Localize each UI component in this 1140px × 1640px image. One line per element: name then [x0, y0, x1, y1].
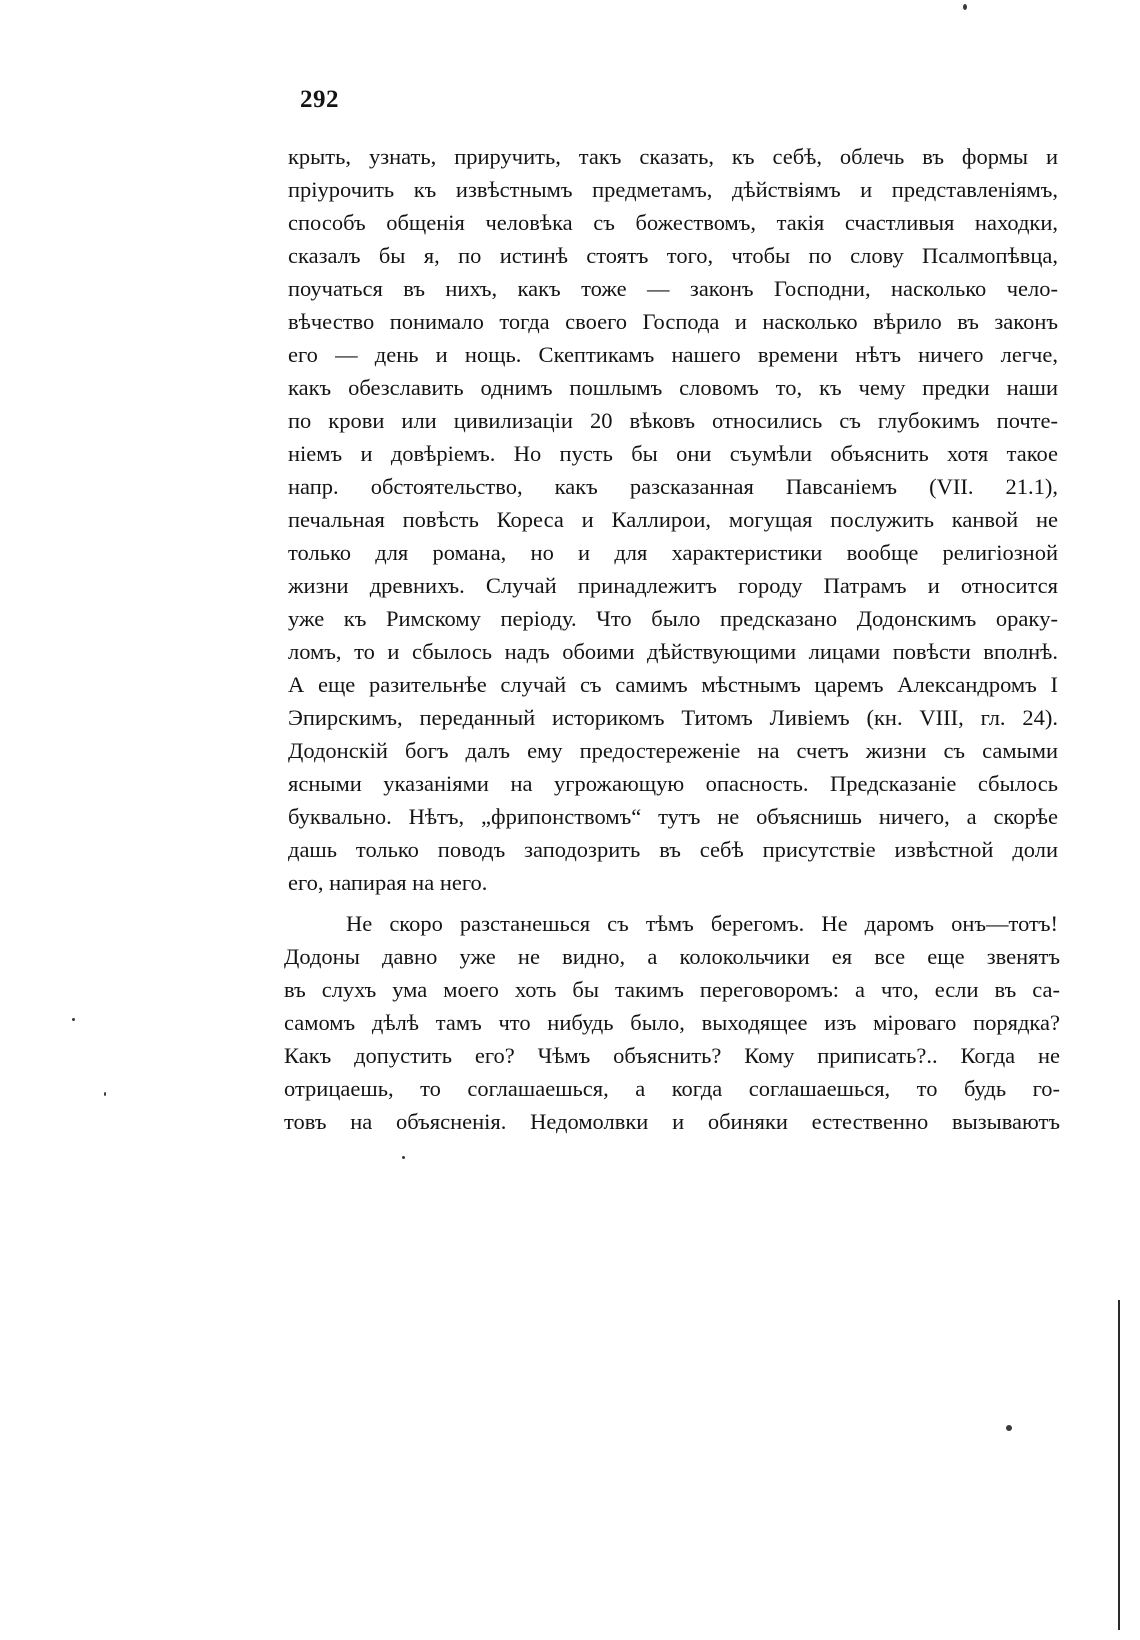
- scan-speck: [1006, 1425, 1012, 1431]
- text-line: его — день и нощь. Скептикамъ нашего времени нѣтъ ничего легче,: [288, 342, 1058, 367]
- text-line: пріурочить къ извѣстнымъ предметамъ, дѣйствіямъ и представленіямъ,: [288, 177, 1058, 202]
- scan-edge-line: [1118, 1300, 1120, 1630]
- text-line: дашь только поводъ заподозрить въ себѣ присутствіе извѣстной доли: [288, 837, 1058, 862]
- scan-speck: [963, 4, 967, 10]
- text-line: А еще разительнѣе случай съ самимъ мѣстнымъ царемъ Александромъ I: [288, 672, 1058, 697]
- text-line: Додоны давно уже не видно, а колокольчики ея все еще звенятъ: [284, 944, 1060, 969]
- text-line: Какъ допустить его? Чѣмъ объяснить? Кому приписать?.. Когда не: [284, 1043, 1060, 1068]
- text-line: какъ обезславить однимъ пошлымъ словомъ то, къ чему предки наши: [288, 375, 1058, 400]
- text-line: способъ общенія человѣка съ божествомъ, такія счастливыя находки,: [288, 210, 1058, 235]
- text-line: крыть, узнать, приручить, такъ сказать, къ себѣ, облечь въ формы и: [288, 144, 1058, 169]
- text-line: по крови или цивилизаціи 20 вѣковъ относились съ глубокимъ почте-: [288, 408, 1058, 433]
- text-line: Додонскій богъ далъ ему предостереженіе на счетъ жизни съ самыми: [288, 738, 1058, 763]
- text-line: печальная повѣсть Кореса и Каллирои, могущая послужить канвой не: [288, 507, 1058, 532]
- scan-speck: [402, 1156, 405, 1159]
- text-line: товъ на объясненія. Недомолвки и обиняки естественно вызываютъ: [284, 1109, 1060, 1134]
- text-line: только для романа, но и для характеристики вообще религіозной: [288, 540, 1058, 565]
- text-line: вѣчество понимало тогда своего Господа и насколько вѣрило въ законъ: [288, 309, 1058, 334]
- text-line: поучаться въ нихъ, какъ тоже — законъ Господни, насколько чело-: [288, 276, 1058, 301]
- text-line: напр. обстоятельство, какъ разсказанная Павсаніемъ (VII. 21.1),: [288, 474, 1058, 499]
- text-line: ясными указаніями на угрожающую опасность. Предсказаніе сбылось: [288, 771, 1058, 796]
- text-line: его, напирая на него.: [288, 870, 488, 895]
- text-line: уже къ Римскому періоду. Что было предсказано Додонскимъ оракy-: [288, 606, 1058, 631]
- body-text: [284, 140, 1060, 1138]
- text-line: жизни древнихъ. Случай принадлежитъ городу Патрамъ и относится: [288, 573, 1058, 598]
- text-line: въ слухъ ума моего хоть бы такимъ переговоромъ: а что, если въ са-: [284, 977, 1060, 1002]
- text-line: буквально. Нѣтъ, „фрипонствомъ“ тутъ не объяснишь ничего, а скорѣе: [288, 804, 1058, 829]
- text-line: Не скоро разстанешься съ тѣмъ берегомъ. Не даромъ онъ—тотъ!: [346, 911, 1058, 936]
- page-number: 292: [300, 86, 339, 113]
- text-line: ніемъ и довѣріемъ. Но пусть бы они съумѣли объяснить хотя такое: [288, 441, 1058, 466]
- text-line: Эпирскимъ, переданный историкомъ Титомъ Ливіемъ (кн. VIII, гл. 24).: [288, 705, 1058, 730]
- text-line: сказалъ бы я, по истинѣ стоятъ того, чтобы по слову Псалмопѣвца,: [288, 243, 1058, 268]
- text-line: самомъ дѣлѣ тамъ что нибудь было, выходящее изъ міроваго порядка?: [284, 1010, 1060, 1035]
- text-line: отрицаешь, то соглашаешься, а когда соглашаешься, то будь го-: [284, 1076, 1060, 1101]
- scan-speck: [72, 1018, 75, 1021]
- scan-speck: [104, 1092, 106, 1096]
- text-line: ломъ, то и сбылось надъ обоими дѣйствующими лицами повѣсти вполнѣ.: [288, 639, 1058, 664]
